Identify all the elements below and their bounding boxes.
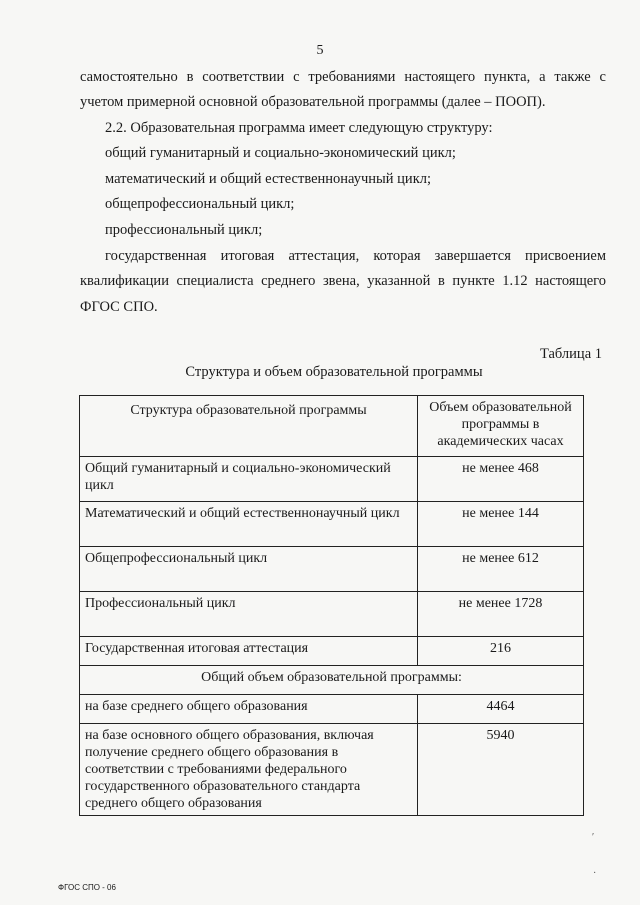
row-name: на базе основного общего образования, включая получение среднего общего образования в соответствии с требованиями федерального государственного образовательного стандарта среднего общего образования bbox=[80, 724, 418, 816]
paragraph-line: учетом примерной основной образовательной программы (далее – ПООП). bbox=[80, 94, 546, 110]
footer-code: ФГОС СПО - 06 bbox=[58, 883, 116, 892]
row-name: Математический и общий естественнонаучный цикл bbox=[80, 502, 418, 547]
row-name: Общепрофессиональный цикл bbox=[80, 547, 418, 592]
table-label: Таблица 1 bbox=[539, 346, 602, 362]
table-row bbox=[80, 695, 584, 724]
table-header-row bbox=[80, 396, 584, 457]
paragraph-line: 2.2. Образовательная программа имеет следующую структуру: bbox=[105, 120, 493, 136]
paragraph-line: ФГОС СПО. bbox=[80, 299, 158, 315]
row-name: на базе среднего общего образования bbox=[80, 695, 418, 724]
row-value: не менее 468 bbox=[418, 457, 584, 502]
paragraph-line: самостоятельно в соответствии с требованиями настоящего пункта, а также с bbox=[80, 69, 606, 85]
paragraph-line: профессиональный цикл; bbox=[105, 222, 263, 238]
table-row bbox=[80, 457, 584, 502]
paragraph-line: математический и общий естественнонаучный цикл; bbox=[105, 171, 432, 187]
row-value: не менее 144 bbox=[418, 502, 584, 547]
paragraph-line: государственная итоговая аттестация, которая завершается присвоением bbox=[105, 248, 606, 264]
table-row bbox=[80, 502, 584, 547]
row-value: 5940 bbox=[418, 724, 584, 816]
paragraph-line: общий гуманитарный и социально-экономический цикл; bbox=[105, 145, 456, 161]
row-value: не менее 1728 bbox=[418, 592, 584, 637]
table-row bbox=[80, 724, 584, 816]
row-value: 216 bbox=[418, 637, 584, 666]
row-name: Общий гуманитарный и социально-экономический цикл bbox=[80, 457, 418, 502]
paragraph-line: общепрофессиональный цикл; bbox=[105, 196, 295, 212]
page-number: 5 bbox=[316, 43, 324, 58]
tick-mark: · bbox=[593, 868, 597, 879]
header-structure: Структура образовательной программы bbox=[80, 396, 418, 457]
row-value: 4464 bbox=[418, 695, 584, 724]
table-row bbox=[80, 637, 584, 666]
row-name: Профессиональный цикл bbox=[80, 592, 418, 637]
header-volume: Объем образовательной программы в академических часах bbox=[418, 396, 584, 457]
row-value: не менее 612 bbox=[418, 547, 584, 592]
total-label: Общий объем образовательной программы: bbox=[80, 666, 584, 695]
table-title: Структура и объем образовательной программы bbox=[185, 364, 483, 380]
table-row bbox=[80, 592, 584, 637]
tick-mark: ′ bbox=[592, 832, 595, 843]
structure-table bbox=[79, 395, 584, 816]
table-row bbox=[80, 547, 584, 592]
row-name: Государственная итоговая аттестация bbox=[80, 637, 418, 666]
table-total-header-row bbox=[80, 666, 584, 695]
paragraph-line: квалификации специалиста среднего звена, указанной в пункте 1.12 настоящего bbox=[80, 273, 606, 289]
